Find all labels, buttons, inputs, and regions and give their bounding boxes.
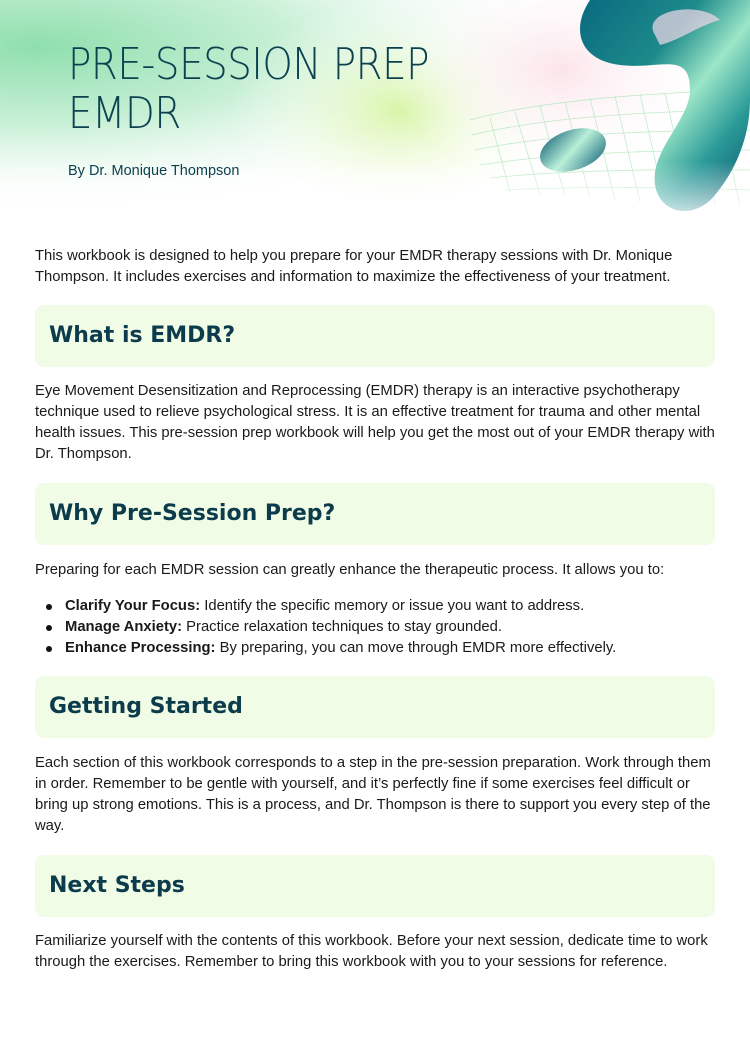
section-body-next-steps: Familiarize yourself with the contents of this workbook. Before your next session, dedicate time to work through the exercises. Remember to bring this workbook with you to your sessions for reference. (35, 933, 708, 970)
section-header-next-steps (35, 855, 715, 917)
section-heading: What is EMDR? (49, 323, 236, 348)
section-heading: Getting Started (49, 694, 243, 719)
section-body-getting-started: Each section of this workbook corresponds to a step in the pre-session preparation. Work through them in order. Remember to be gentle with yourself, and it’s perfectly fine if some exercises feel difficult or bring up strong emotions. This is a process, and Dr. Thompson is there to support you every step of the way. (35, 755, 711, 834)
list-item (35, 617, 715, 638)
intro-paragraph: This workbook is designed to help you prepare for your EMDR therapy sessions with Dr. Monique Thompson. It includes exercises and information to maximize the effectiveness of your treatment. (35, 248, 673, 285)
section-header-getting-started (35, 676, 715, 738)
list-item (35, 596, 715, 617)
document-title (68, 40, 473, 138)
section-header-what-is-emdr (35, 305, 715, 367)
title-line-2: EMDR (68, 88, 181, 139)
list-item (35, 638, 715, 659)
bullet-icon (46, 604, 52, 610)
section-body-what-is-emdr: Eye Movement Desensitization and Reprocessing (EMDR) therapy is an interactive psychotherapy technique used to relieve psychological stress. It is an effective treatment for trauma and other mental health issues. This pre-session prep workbook will help you get the most out of your EMDR therapy with Dr. Thompson. (35, 383, 715, 462)
list-item-term: Enhance Processing: (65, 640, 216, 656)
list-item-text: Identify the specific memory or issue you want to address. (200, 598, 585, 614)
bullet-icon (46, 646, 52, 652)
author-byline: By Dr. Monique Thompson (68, 163, 240, 179)
title-line-1: PRE-SESSION PREP (68, 39, 430, 90)
benefits-list (35, 596, 715, 659)
section-header-why-pre-session-prep (35, 483, 715, 545)
bullet-icon (46, 625, 52, 631)
section-heading: Why Pre-Session Prep? (49, 501, 336, 526)
list-item-term: Clarify Your Focus: (65, 598, 201, 614)
section-heading: Next Steps (49, 873, 185, 898)
header-banner (0, 0, 750, 230)
list-item-term: Manage Anxiety: (65, 619, 183, 635)
list-item-text: By preparing, you can move through EMDR more effectively. (215, 640, 617, 656)
list-item-text: Practice relaxation techniques to stay grounded. (182, 619, 502, 635)
section-body-why-pre-session-prep: Preparing for each EMDR session can greatly enhance the therapeutic process. It allows you to: (35, 562, 665, 578)
